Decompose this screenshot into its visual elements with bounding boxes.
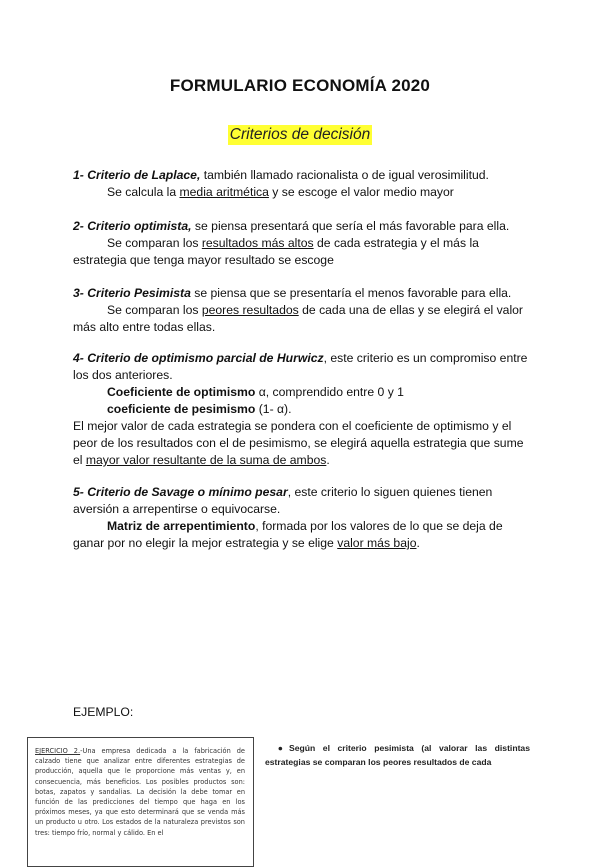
criterion-text: estrategia que tenga mayor resultado se escoge [73,253,334,267]
section-subtitle-highlighted: Criterios de decisión [229,126,371,143]
criterion-text: se piensa presentará que sería el más favorable para ella. [191,219,510,233]
bullet-icon: ● [277,743,283,753]
criterion-heading: 2- Criterio optimista, [73,219,192,233]
underlined-term: peores resultados [201,303,299,317]
criterion-text: . [326,453,330,467]
underlined-term: media aritmética [179,185,269,199]
exercise-lead: EJERCICIO 2. [35,747,81,755]
criterion-text: ganar por no elegir la mejor estrategia y se elige [73,536,338,550]
criterion-text: Se calcula la [107,185,180,199]
pessimist-explanation-text: Según el criterio pesimista (al valorar las distintas estrategias se comparan los peores resultados de cada [265,743,530,767]
criterion-heading: 1- Criterio de Laplace, [73,168,201,182]
document-title: FORMULARIO ECONOMÍA 2020 [169,76,431,95]
criterion-heading: 5- Criterio de Savage o mínimo pesar [73,485,288,499]
criterion-text: Se comparan los [107,303,202,317]
criterion-text: . [416,536,420,550]
criterion-savage [73,484,533,552]
criterion-text: , formada por los valores de lo que se deja de [255,519,503,533]
regret-matrix-label: Matriz de arrepentimiento [107,519,256,533]
underlined-term: valor más bajo [337,536,417,550]
criterion-text: Se comparan los [107,236,202,250]
optimism-coefficient-label: Coeficiente de optimismo [107,385,256,399]
criterion-optimista [73,218,533,269]
criterion-text: se piensa que se presentaría el menos favorable para ella. [190,286,512,300]
criterion-text: peor de los resultados con el de pesimismo, se elegirá aquella estrategia que sume [73,436,524,450]
criterion-heading: 3- Criterio Pesimista [73,286,191,300]
exercise-text: -Una empresa dedicada a la fabricación de calzado tiene que analizar entre diferentes estrategias de producción, aquella que le proporcione más ventas y, en consecuencia, más beneficios. Los posibles productos son: botas, zapatos y sandalias. La decisión la debe tomar en función de las predicciones del tiempo que haga en los próximos meses, ya que esto determinará que se venda más un producto u otro. Los estados de la naturaleza previstos son tres: tiempo frío, normal y cálido. En el [35,747,245,837]
criterion-text: el [73,453,86,467]
criterion-text: más alto entre todas ellas. [73,320,216,334]
criterion-text: , este criterio lo siguen quienes tienen [287,485,493,499]
criterion-text: aversión a arrepentirse o equivocarse. [73,502,281,516]
underlined-term: resultados más altos [201,236,314,250]
example-label: EJEMPLO: [73,705,134,719]
criterion-text: , este criterio es un compromiso entre [323,351,528,365]
pessimism-coefficient-label: coeficiente de pesimismo [107,402,256,416]
underlined-term: mayor valor resultante de la suma de ambos [85,453,327,467]
criterion-text: El mejor valor de cada estrategia se pondera con el coeficiente de optimismo y el [73,419,512,433]
criterion-pesimista [73,285,533,336]
criterion-hurwicz [73,350,533,469]
criterion-text: de cada una de ellas y se elegirá el valor [298,303,523,317]
criterion-heading: 4- Criterio de optimismo parcial de Hurwicz [73,351,324,365]
criterion-text: (1- α). [255,402,292,416]
criterion-text: y se escoge el valor medio mayor [268,185,454,199]
criterion-text: los dos anteriores. [73,368,173,382]
criterion-text: α, comprendido entre 0 y 1 [255,385,404,399]
subtitle-wrap [0,125,600,145]
criterion-text: también llamado racionalista o de igual verosimilitud. [200,168,489,182]
criterion-text: de cada estrategia y el más la [313,236,479,250]
criterion-laplace [73,167,533,201]
pessimist-explanation [265,742,530,769]
